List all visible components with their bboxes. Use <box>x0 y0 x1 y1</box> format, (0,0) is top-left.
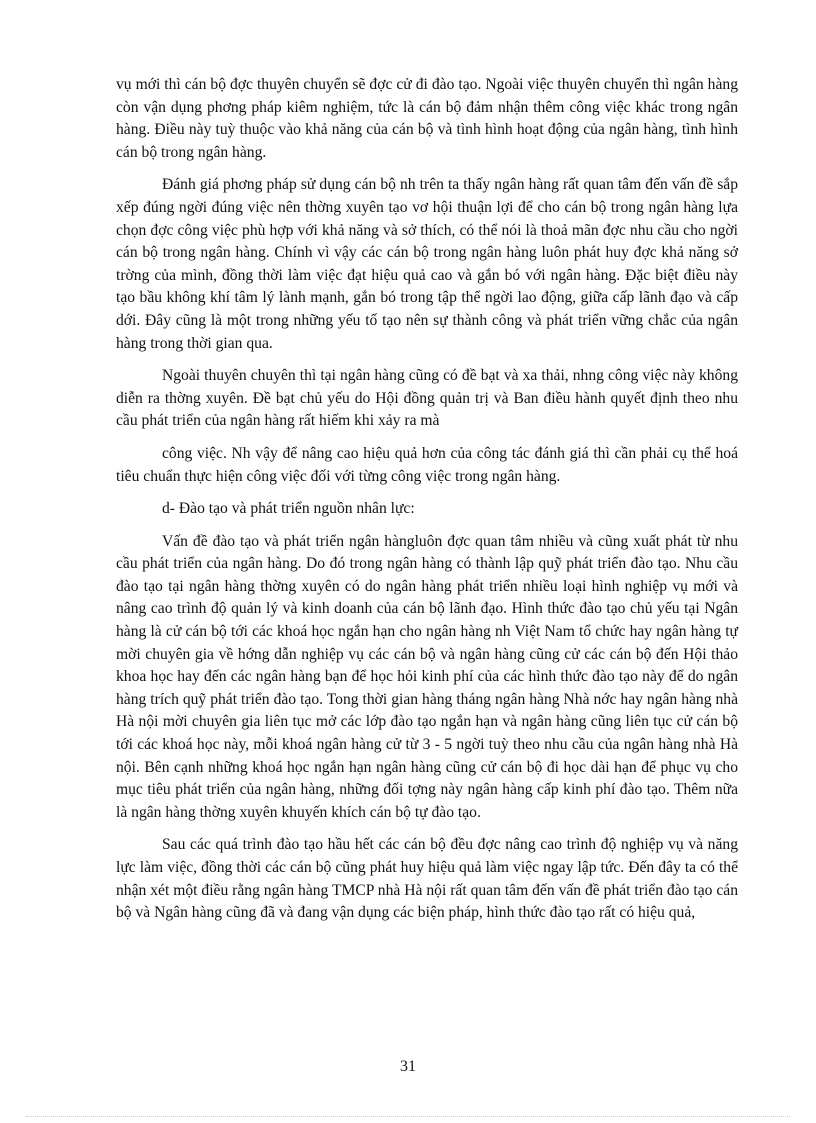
body-text <box>116 74 738 935</box>
paragraph-3: Ngoài thuyên chuyên thì tại ngân hàng cũng có đề bạt và xa thải, nhng công việc này không diễn ra thờng xuyên. Đề bạt chủ yếu do Hội đồng quản trị và Ban điều hành quyết định theo nhu cầu phát triển của ngân hàng rất hiếm khi xảy ra mà <box>116 367 738 430</box>
paragraph-6: Sau các quá trình đào tạo hầu hết các cán bộ đều đợc nâng cao trình độ nghiệp vụ và năng lực làm việc, đồng thời các cán bộ cũng phát huy hiệu quả làm việc ngay lập tức. Đến đây ta có thể nhận xét một điều rằng ngân hàng TMCP nhà Hà nội rất quan tâm đến vấn đề phát triển đào tạo cán bộ và Ngân hàng cũng đã và đang vận dụng các biện pháp, hình thức đào tạo rất có hiệu quả, <box>116 836 738 922</box>
paragraph-4: công việc. Nh vậy để nâng cao hiệu quả hơn của công tác đánh giá thì cần phải cụ thể hoá tiêu chuẩn thực hiện công việc đối với từng công việc trong ngân hàng. <box>116 444 738 485</box>
footer-divider <box>26 1116 790 1117</box>
paragraph-1: vụ mới thì cán bộ đợc thuyên chuyển sẽ đợc cử đi đào tạo. Ngoài việc thuyên chuyển thì ngân hàng còn vận dụng phơng pháp kiêm nghiệm, tức là cán bộ đảm nhận thêm công việc khác trong ngân hàng. Điều này tuỳ thuộc vào khả năng của cán bộ và tình hình hoạt động của ngân hàng, tình hình cán bộ trong ngân hàng. <box>116 76 738 161</box>
paragraph-5: Vấn đề đào tạo và phát triển ngân hàngluôn đợc quan tâm nhiều và cũng xuất phát từ nhu cầu phát triển của ngân hàng. Do đó trong ngân hàng có thành lập quỹ phát triển đào tạo. Nhu cầu đào tạo tại ngân hàng thờng xuyên có do ngân hàng phát triển nhiều loại hình nghiệp vụ mới và nâng cao trình độ quản lý và kinh doanh của cán bộ lãnh đạo. Hình thức đào tạo chủ yếu tại Ngân hàng là cử cán bộ tới các khoá học ngắn hạn cho ngân hàng nh Việt Nam tổ chức hay ngân hàng tự mời chuyên gia về hớng dẫn nghiệp vụ các cán bộ và ngân hàng cũng cử các cán bộ đến Hội thảo khoa học hay đến các ngân hàng bạn để học hỏi kinh phí của các hình thức đào tạo này để do ngân hàng trích quỹ phát triển đào tạo. Tong thời gian hàng tháng ngân hàng Nhà nớc hay ngân hàng nhà Hà nội mời chuyên gia liên tục mở các lớp đào tạo ngắn hạn và ngân hàng cũng liên tục cử cán bộ tới các khoá học này, mỗi khoá ngân hàng cử từ 3 - 5 ngời tuỳ theo nhu cầu của ngân hàng nhà Hà nội. Bên cạnh những khoá học ngắn hạn ngân hàng cũng cử cán bộ đi học dài hạn để phục vụ cho mục tiêu phát triển của ngân hàng, những đối tợng này ngân hàng cấp kinh phí đào tạo. Thêm nữa là ngân hàng thờng xuyên khuyến khích cán bộ tự đào tạo. <box>116 532 738 821</box>
paragraph-2: Đánh giá phơng pháp sử dụng cán bộ nh trên ta thấy ngân hàng rất quan tâm đến vấn đề sắp xếp đúng ngời đúng việc nên thờng xuyên tạo vơ hội thuận lợi để cho cán bộ trong ngân hàng lựa chọn đợc công việc phù hợp với khả năng và sở thích, có thể nói là thoả mãn đợc nhu cầu cho ngời cán bộ trong ngân hàng. Chính vì vậy các cán bộ trong ngân hàng luôn phát huy đợc khả năng sở trờng của mình, đồng thời làm việc đạt hiệu quả cao và gắn bó với ngân hàng. Đặc biệt điều này tạo bầu không khí tâm lý lành mạnh, gắn bó trong tập thể ngời lao động, giữa cấp lãnh đạo và cấp dới. Đây cũng là một trong những yếu tố tạo nên sự thành công và phát triển vững chắc của ngân hàng trong thời gian qua. <box>116 176 738 352</box>
page-number: 31 <box>400 1058 416 1075</box>
section-heading: d- Đào tạo và phát triển nguồn nhân lực: <box>162 500 415 518</box>
